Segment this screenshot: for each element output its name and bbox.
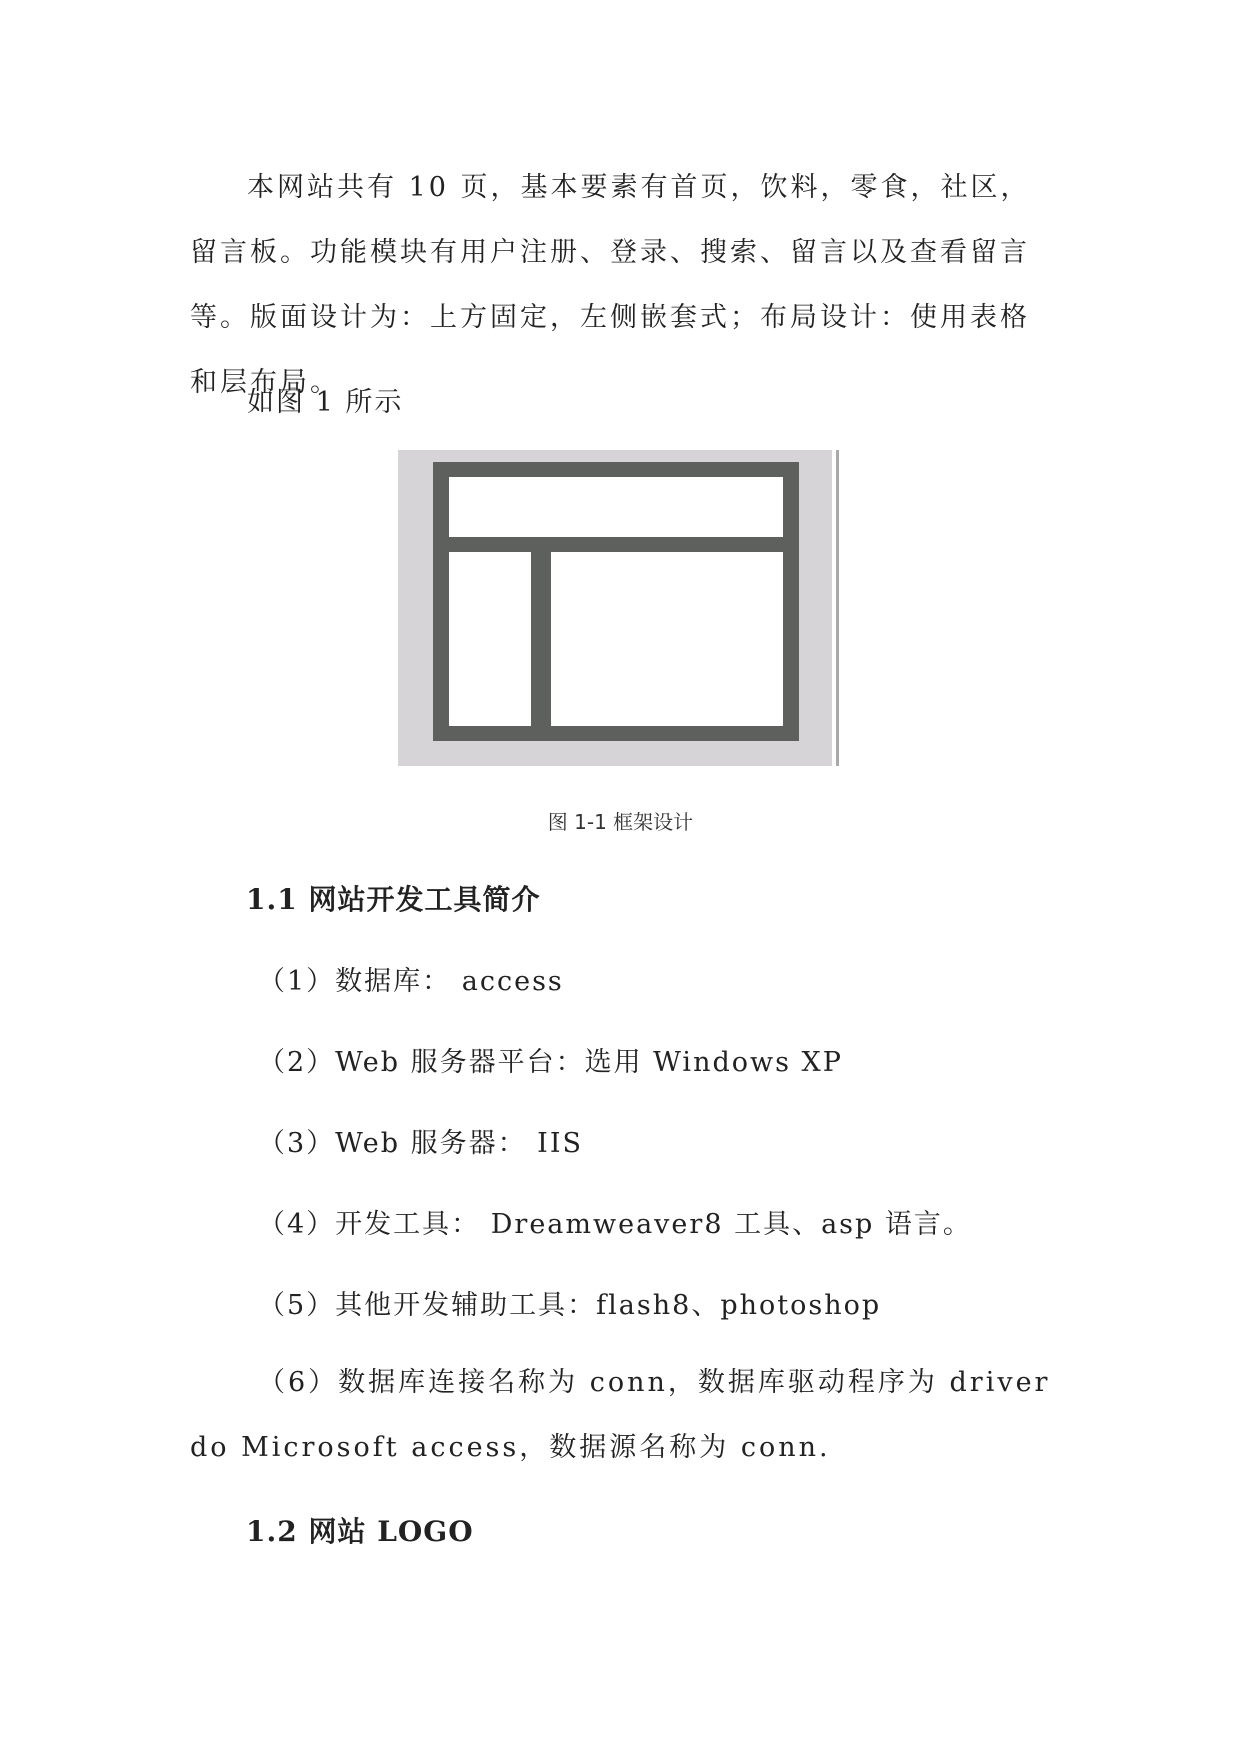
list-item: （5）其他开发辅助工具：flash8、photoshop [258, 1290, 882, 1321]
frame-design-figure [398, 450, 842, 766]
intro-paragraph: 本网站共有 10 页，基本要素有首页，饮料，零食，社区，留言板。功能模块有用户注册、登录、搜索、留言以及查看留言等。版面设计为：上方固定，左侧嵌套式；布局设计：使用表格和层布局。 [190, 172, 1031, 398]
list-item: （2）Web 服务器平台：选用 Windows XP [258, 1047, 843, 1078]
list-item-6-paragraph: （6）数据库连接名称为 conn，数据库驱动程序为 driver do Microsoft access，数据源名称为 conn. [190, 1367, 1051, 1463]
list-item: （4）开发工具： Dreamweaver8 工具、asp 语言。 [258, 1209, 972, 1240]
figure-right-edge [836, 450, 839, 766]
list-item: （1）数据库： access [258, 966, 564, 997]
section-heading-1-1: 1.1 网站开发工具简介 [246, 883, 541, 916]
figure-top-panel [449, 477, 783, 537]
figure-reference: 如图 1 所示 [247, 387, 404, 418]
figure-left-panel [449, 552, 531, 726]
figure-main-panel [551, 552, 783, 726]
list-item: （3）Web 服务器： IIS [258, 1128, 583, 1159]
figure-caption: 图 1-1 框架设计 [547, 810, 694, 834]
section-heading-1-2: 1.2 网站 LOGO [246, 1515, 474, 1548]
